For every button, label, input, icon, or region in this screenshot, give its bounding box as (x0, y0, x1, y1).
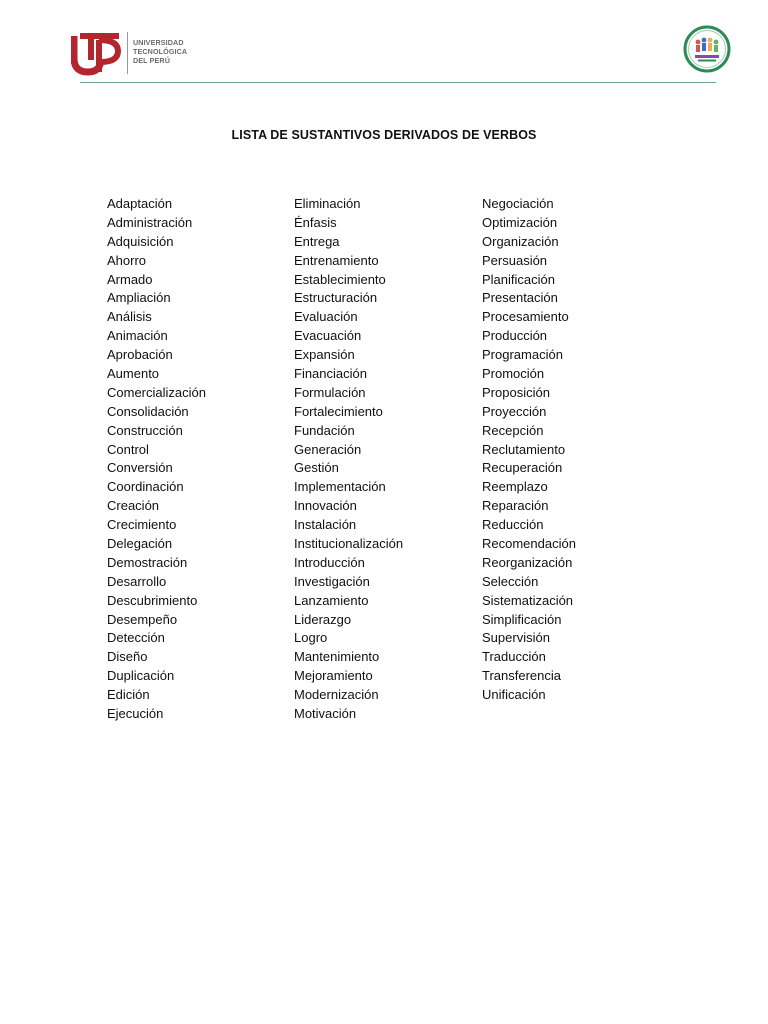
university-name-line-2: TECNOLÓGICA (133, 47, 188, 56)
document-title: LISTA DE SUSTANTIVOS DERIVADOS DE VERBOS (231, 128, 537, 142)
list-item: Recomendación (482, 536, 576, 552)
list-item: Reorganización (482, 554, 573, 570)
list-item: Establecimiento (294, 271, 386, 287)
list-item: Reemplazo (482, 479, 548, 495)
list-item: Ahorro (107, 252, 147, 268)
list-item: Instalación (294, 517, 357, 533)
list-item: Aprobación (107, 347, 173, 363)
list-item: Gestión (294, 460, 339, 476)
list-item: Ampliación (107, 290, 171, 306)
list-item: Eliminación (294, 196, 361, 211)
list-item: Unificación (482, 687, 546, 703)
university-name-line-3: DEL PERÚ (133, 56, 171, 65)
list-item: Innovación (294, 498, 357, 514)
list-item: Planificación (482, 271, 555, 287)
list-item: Descubrimiento (107, 592, 198, 608)
list-item: Delegación (107, 536, 173, 552)
list-item: Fundación (294, 422, 355, 438)
list-item: Edición (107, 687, 150, 703)
list-item: Institucionalización (294, 536, 404, 552)
list-item: Coordinación (107, 479, 184, 495)
list-item: Reparación (482, 498, 549, 514)
list-item: Introducción (294, 554, 365, 570)
list-item: Ejecución (107, 706, 164, 722)
list-item: Promoción (482, 366, 545, 382)
list-item: Duplicación (107, 668, 175, 684)
list-item: Adquisición (107, 233, 174, 249)
institution-seal-icon (683, 25, 731, 73)
list-item: Transferencia (482, 668, 561, 684)
list-item: Énfasis (294, 214, 337, 230)
list-item: Producción (482, 328, 548, 344)
utp-logo (71, 30, 211, 78)
list-item: Formulación (294, 384, 366, 400)
list-item: Estructuración (294, 290, 378, 306)
list-item: Traducción (482, 649, 546, 665)
list-item: Financiación (294, 366, 367, 382)
list-item: Liderazgo (294, 611, 352, 627)
list-item: Detección (107, 630, 165, 646)
list-item: Mantenimiento (294, 649, 380, 665)
list-item: Presentación (482, 290, 558, 306)
list-item: Expansión (294, 347, 355, 363)
list-item: Armado (107, 271, 153, 287)
list-item: Reclutamiento (482, 441, 566, 457)
list-item: Control (107, 441, 149, 457)
list-item: Selección (482, 573, 539, 589)
list-item: Aumento (107, 366, 160, 382)
list-item: Entrega (294, 233, 340, 249)
list-item: Consolidación (107, 403, 189, 419)
list-item: Entrenamiento (294, 252, 379, 268)
list-item: Desarrollo (107, 573, 167, 589)
logo-divider (127, 32, 128, 74)
word-column-1 (107, 195, 287, 724)
university-name (133, 38, 213, 65)
list-item: Modernización (294, 687, 379, 703)
word-column-3 (482, 195, 662, 705)
list-item: Administración (107, 214, 193, 230)
list-item: Análisis (107, 309, 152, 325)
list-item: Fortalecimiento (294, 403, 383, 419)
list-item: Adaptación (107, 196, 173, 211)
list-item: Proyección (482, 403, 547, 419)
list-item: Conversión (107, 460, 173, 476)
list-item: Evaluación (294, 309, 358, 325)
list-item: Simplificación (482, 611, 562, 627)
list-item: Programación (482, 347, 563, 363)
list-item: Optimización (482, 214, 558, 230)
word-column-2 (294, 195, 474, 724)
list-item: Organización (482, 233, 559, 249)
list-item: Persuasión (482, 252, 548, 268)
list-item: Mejoramiento (294, 668, 373, 684)
list-item: Proposición (482, 384, 550, 400)
list-item: Lanzamiento (294, 592, 369, 608)
list-item: Supervisión (482, 630, 550, 646)
utp-monogram-icon (71, 30, 121, 76)
list-item: Construcción (107, 422, 183, 438)
list-item: Desempeño (107, 611, 178, 627)
list-item: Generación (294, 441, 362, 457)
list-item: Motivación (294, 706, 357, 722)
list-item: Evacuación (294, 328, 362, 344)
list-item: Procesamiento (482, 309, 569, 325)
list-item: Diseño (107, 649, 148, 665)
list-item: Negociación (482, 196, 554, 211)
university-name-line-1: UNIVERSIDAD (133, 38, 184, 47)
list-item: Creación (107, 498, 160, 514)
page-header (0, 0, 768, 84)
list-item: Implementación (294, 479, 386, 495)
list-item: Logro (294, 630, 328, 646)
list-item: Demostración (107, 554, 188, 570)
header-divider (80, 82, 716, 83)
list-item: Animación (107, 328, 168, 344)
list-item: Sistematización (482, 592, 574, 608)
list-item: Reducción (482, 517, 544, 533)
list-item: Investigación (294, 573, 370, 589)
list-item: Crecimiento (107, 517, 177, 533)
list-item: Recepción (482, 422, 544, 438)
list-item: Comercialización (107, 384, 206, 400)
list-item: Recuperación (482, 460, 563, 476)
